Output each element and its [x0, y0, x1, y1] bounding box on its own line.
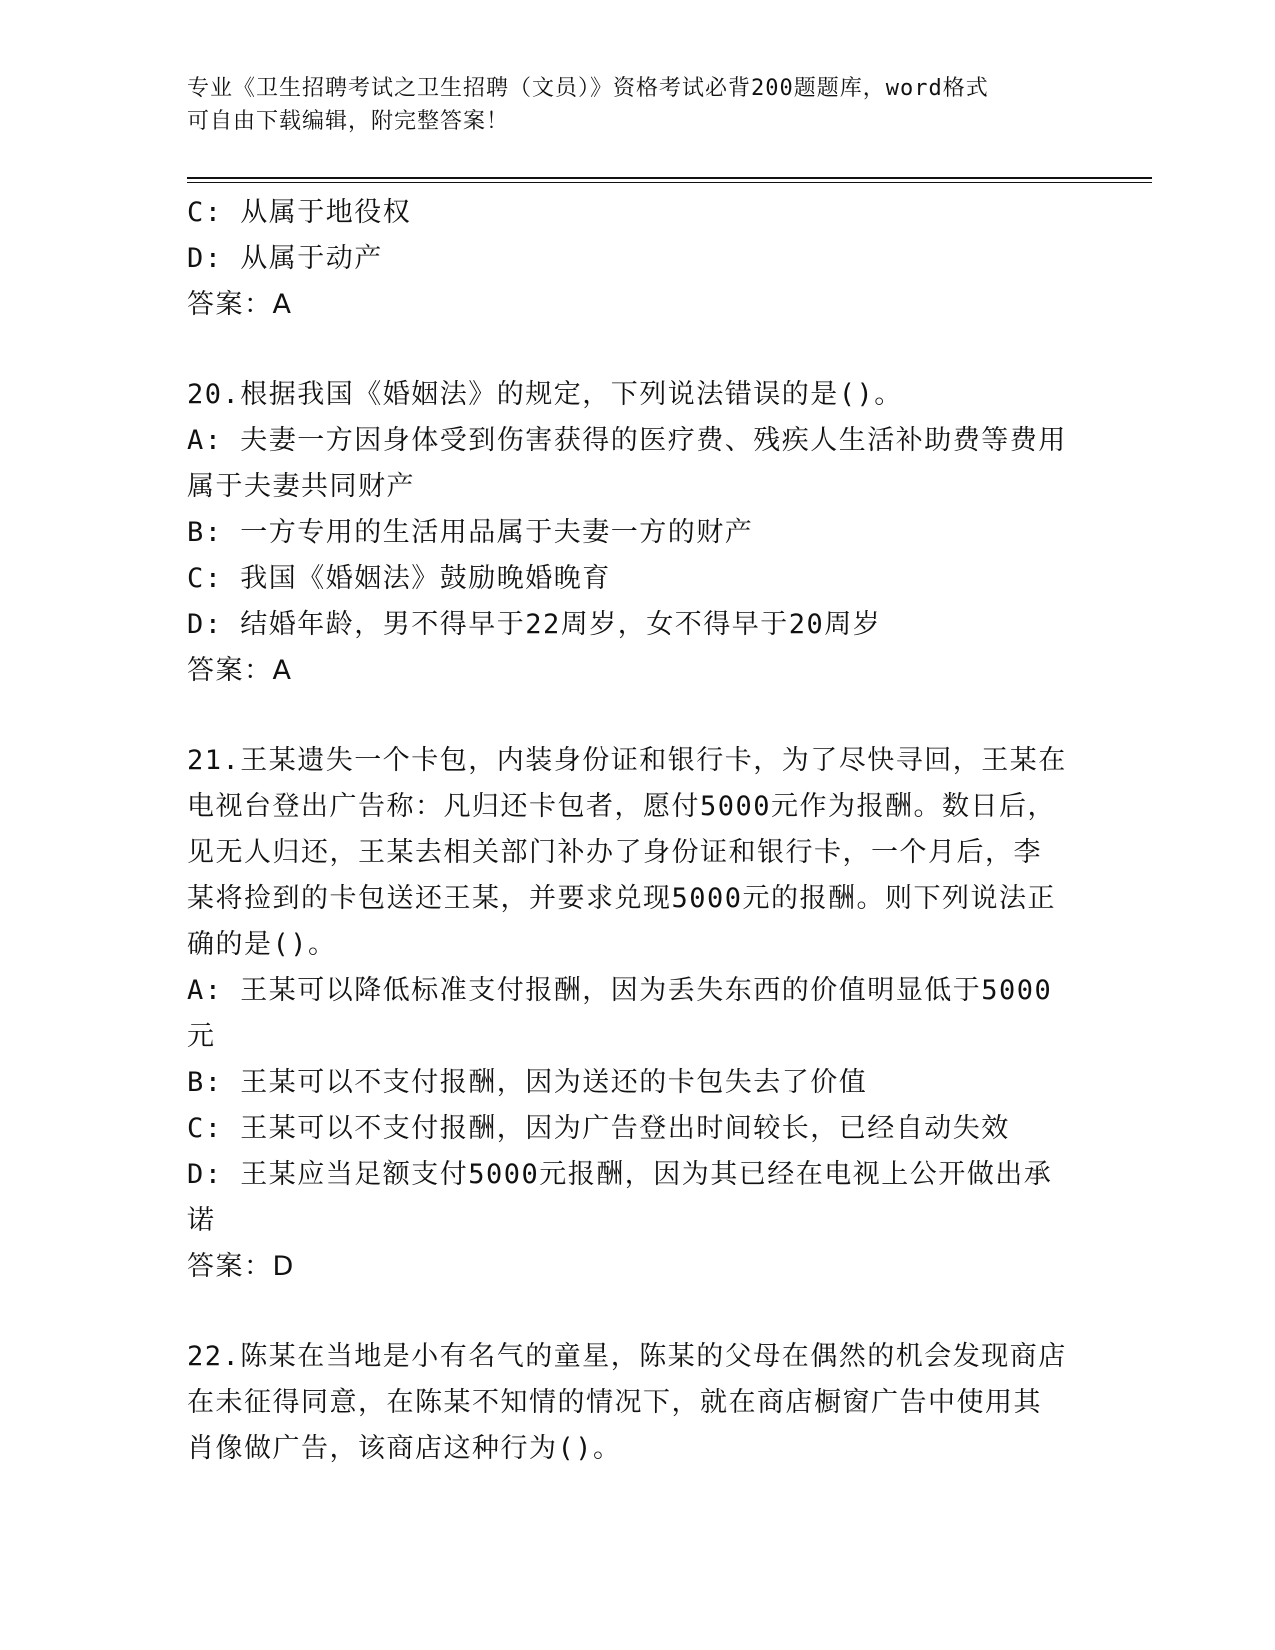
option-c: C: 王某可以不支付报酬，因为广告登出时间较长，已经自动失效	[187, 1113, 1010, 1144]
option-c: C: 从属于地役权	[187, 197, 412, 228]
question-22	[187, 1334, 1087, 1472]
option-a-continued: 属于夫妻共同财产	[187, 471, 415, 502]
question-stem-continued: 某将捡到的卡包送还王某，并要求兑现5000元的报酬。则下列说法正	[187, 883, 1057, 914]
header-line-2: 可自由下载编辑，附完整答案！	[187, 109, 510, 134]
question-21	[187, 738, 1087, 1290]
question-stem-continued: 肖像做广告，该商店这种行为()。	[187, 1433, 622, 1464]
document-body	[187, 190, 1087, 1472]
question-stem: 20.根据我国《婚姻法》的规定，下列说法错误的是()。	[187, 379, 903, 410]
page-header	[187, 72, 1087, 138]
answer-line: 答案：D	[187, 1251, 295, 1282]
option-a: A: 夫妻一方因身体受到伤害获得的医疗费、残疾人生活补助费等费用	[187, 425, 1067, 456]
option-b: B: 王某可以不支付报酬，因为送还的卡包失去了价值	[187, 1067, 868, 1098]
question-20	[187, 372, 1087, 694]
question-stem-continued: 在未征得同意，在陈某不知情的情况下，就在商店橱窗广告中使用其	[187, 1387, 1042, 1418]
question-stem-continued: 见无人归还，王某去相关部门补办了身份证和银行卡，一个月后，李	[187, 837, 1042, 868]
question-stem-continued: 确的是()。	[187, 929, 337, 960]
option-a-continued: 元	[187, 1021, 216, 1052]
question-stem: 21.王某遗失一个卡包，内装身份证和银行卡，为了尽快寻回，王某在	[187, 745, 1067, 776]
option-a: A: 王某可以降低标准支付报酬，因为丢失东西的价值明显低于5000	[187, 975, 1053, 1006]
question-19-tail	[187, 190, 1087, 328]
spacer	[187, 1290, 1087, 1334]
option-d: D: 从属于动产	[187, 243, 383, 274]
option-b: B: 一方专用的生活用品属于夫妻一方的财产	[187, 517, 754, 548]
header-rule-thin	[187, 182, 1152, 183]
option-c: C: 我国《婚姻法》鼓励晚婚晚育	[187, 563, 611, 594]
header-rule-thick	[187, 177, 1152, 179]
question-stem: 22.陈某在当地是小有名气的童星，陈某的父母在偶然的机会发现商店	[187, 1341, 1067, 1372]
header-line-1: 专业《卫生招聘考试之卫生招聘（文员）》资格考试必背200题题库，word格式	[187, 76, 989, 101]
question-stem-continued: 电视台登出广告称：凡归还卡包者，愿付5000元作为报酬。数日后，	[187, 791, 1057, 822]
answer-line: 答案：A	[187, 289, 293, 320]
option-d-continued: 诺	[187, 1205, 216, 1236]
option-d: D: 结婚年龄，男不得早于22周岁，女不得早于20周岁	[187, 609, 882, 640]
option-d: D: 王某应当足额支付5000元报酬，因为其已经在电视上公开做出承	[187, 1159, 1053, 1190]
spacer	[187, 694, 1087, 738]
answer-line: 答案：A	[187, 655, 293, 686]
spacer	[187, 328, 1087, 372]
